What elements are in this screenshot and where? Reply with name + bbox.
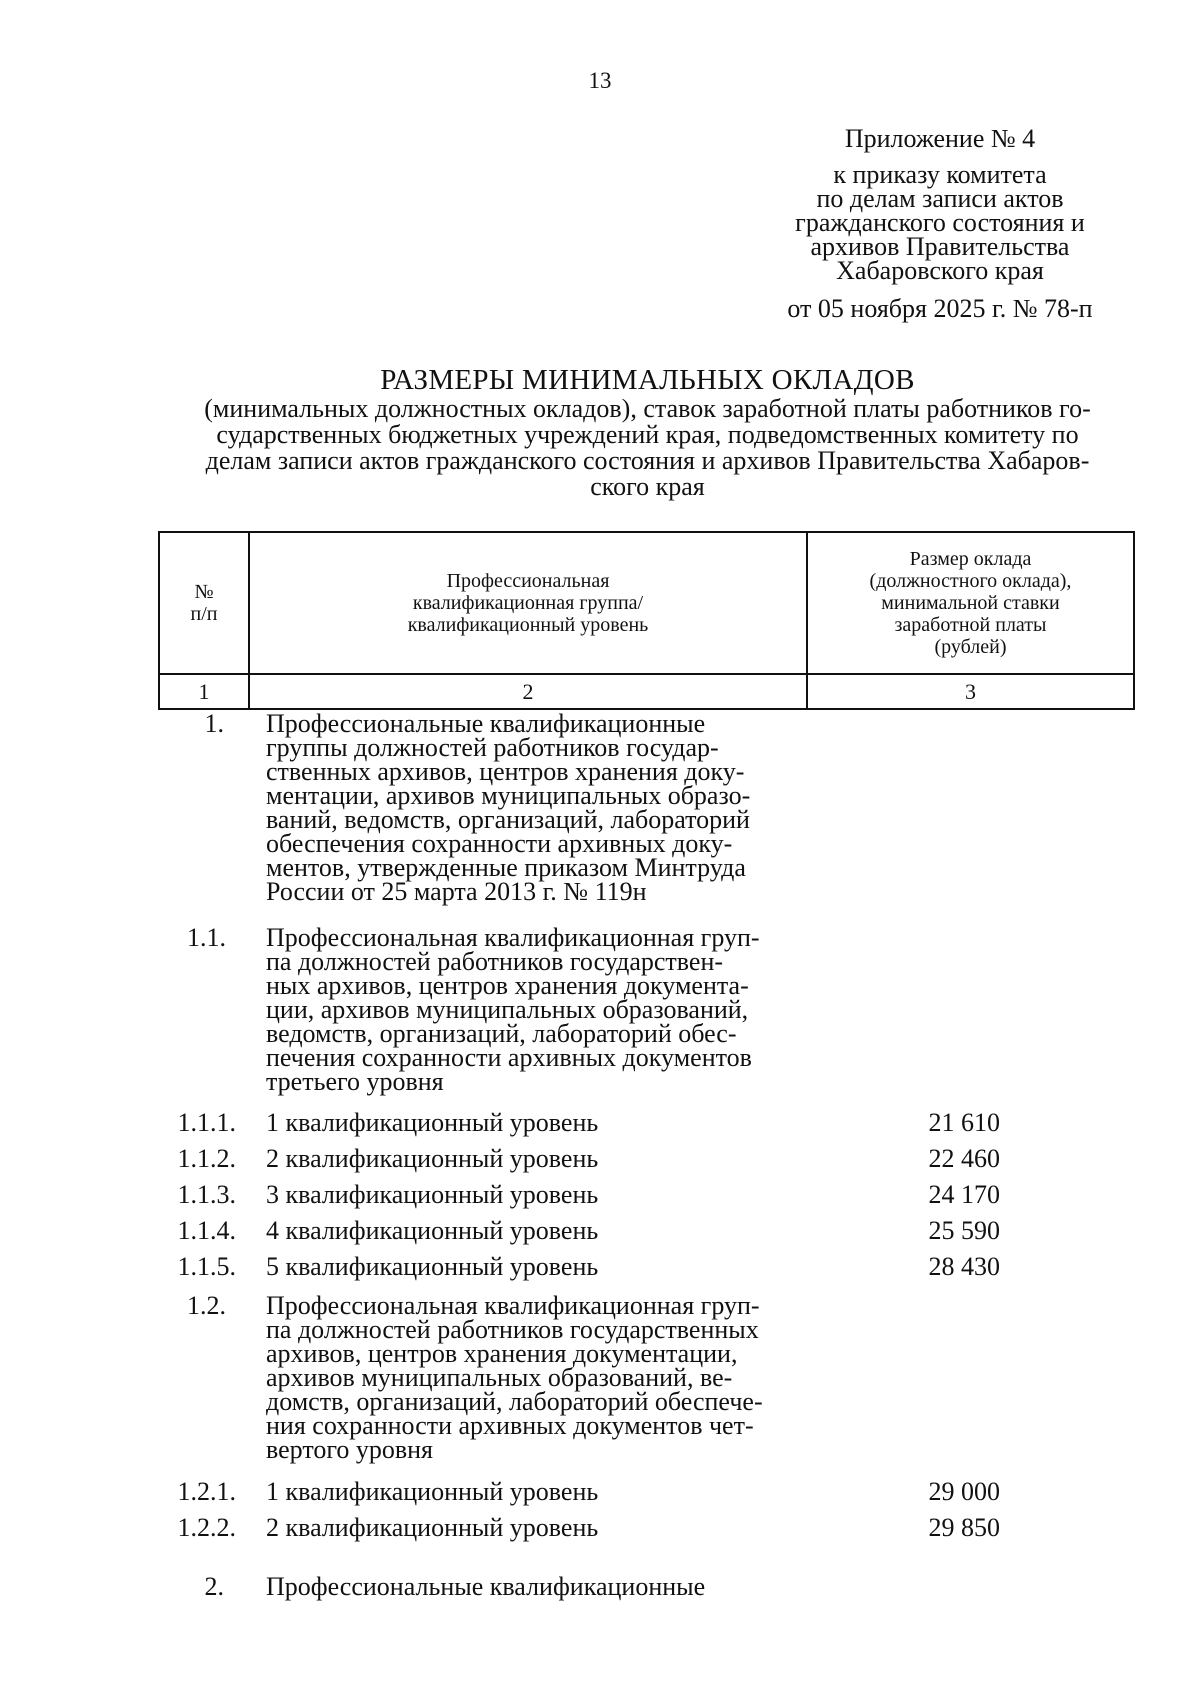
document-subtitle	[160, 396, 1135, 500]
row-text: 2 квалификационный уровень	[266, 1144, 599, 1173]
row-text: Профессиональные квалификационные	[266, 1572, 706, 1601]
row-value: 29 850	[928, 1513, 1000, 1542]
row-text: 4 квалификационный уровень	[266, 1216, 599, 1245]
row-number: 1.1.	[187, 923, 226, 952]
document-title: РАЗМЕРЫ МИНИМАЛЬНЫХ ОКЛАДОВ	[380, 364, 915, 396]
appendix-date: от 05 ноября 2025 г. № 78-п	[787, 294, 1093, 323]
row-text: Профессиональные квалификационные группы должностей работников государ- ственных архивов, центров хранения доку- ментации, архивов муниципальных образо- ваний, ведомств, организаций, лабораторий обеспечения сохранности архивных доку- ментов, утвержденные приказом Минтруда России от 25 марта 2013 г. № 119н	[266, 709, 751, 906]
row-text: 5 квалификационный уровень	[266, 1252, 599, 1281]
row-number: 1.1.1.	[177, 1108, 236, 1137]
row-text: 3 квалификационный уровень	[266, 1180, 599, 1209]
subtitle-line: (минимальных должностных окладов), ставок заработной платы работников го-	[204, 394, 1091, 423]
row-text: 1 квалификационный уровень	[266, 1477, 599, 1506]
row-number: 1.2.2.	[177, 1513, 236, 1542]
appendix-line: по делам записи актов	[816, 184, 1064, 213]
row-number: 1.2.1.	[177, 1477, 236, 1506]
row-number: 2.	[204, 1572, 224, 1601]
row-text: 2 квалификационный уровень	[266, 1513, 599, 1542]
row-value: 22 460	[928, 1144, 1000, 1173]
row-number: 1.	[204, 709, 224, 738]
row-number: 1.1.3.	[177, 1180, 236, 1209]
column-number-3: 3	[807, 674, 1134, 709]
appendix-line: Хабаровского края	[836, 256, 1044, 285]
row-text: 1 квалификационный уровень	[266, 1108, 599, 1137]
row-number: 1.1.5.	[177, 1252, 236, 1281]
appendix-line: к приказу комитета	[833, 160, 1047, 189]
appendix-line: архивов Правительства	[810, 232, 1070, 261]
page-number: 13	[588, 68, 612, 93]
row-value: 29 000	[928, 1477, 1000, 1506]
subtitle-line: ского края	[590, 472, 705, 501]
row-number: 1.1.4.	[177, 1216, 236, 1245]
row-text: Профессиональная квалификационная груп- па должностей работников государственных архивов, центров хранения документации, архивов муниципальных образований, ве- домств, организаций, лабораторий обеспече- ния сохранности архивных документов чет- вертого уровня	[266, 1291, 763, 1464]
subtitle-line: сударственных бюджетных учреждений края, подведомственных комитету по	[216, 420, 1079, 449]
row-number: 1.2.	[187, 1291, 226, 1320]
table-header	[158, 531, 1135, 710]
row-value: 28 430	[928, 1252, 1000, 1281]
subtitle-line: делам записи актов гражданского состояния и архивов Правительства Хабаров-	[205, 446, 1090, 475]
column-number-1: 1	[159, 674, 249, 709]
header-col-salary: Размер оклада (должностного оклада), минимальной ставки заработной платы (рублей)	[807, 532, 1134, 674]
column-number-2: 2	[249, 674, 807, 709]
row-value: 24 170	[928, 1180, 1000, 1209]
appendix-line: гражданского состояния и	[795, 208, 1085, 237]
row-text: Профессиональная квалификационная груп- па должностей работников государствен- ных архивов, центров хранения документа- ции, архивов муниципальных образований, ведомств, организаций, лабораторий обес- печения сохранности архивных документов третьего уровня	[266, 923, 760, 1096]
row-value: 21 610	[928, 1108, 1000, 1137]
header-col-group: Профессиональная квалификационная группа/ квалификационный уровень	[249, 532, 807, 674]
appendix-title: Приложение № 4	[844, 124, 1036, 153]
header-col-number: № п/п	[159, 532, 249, 674]
row-number: 1.1.2.	[177, 1144, 236, 1173]
row-value: 25 590	[928, 1216, 1000, 1245]
